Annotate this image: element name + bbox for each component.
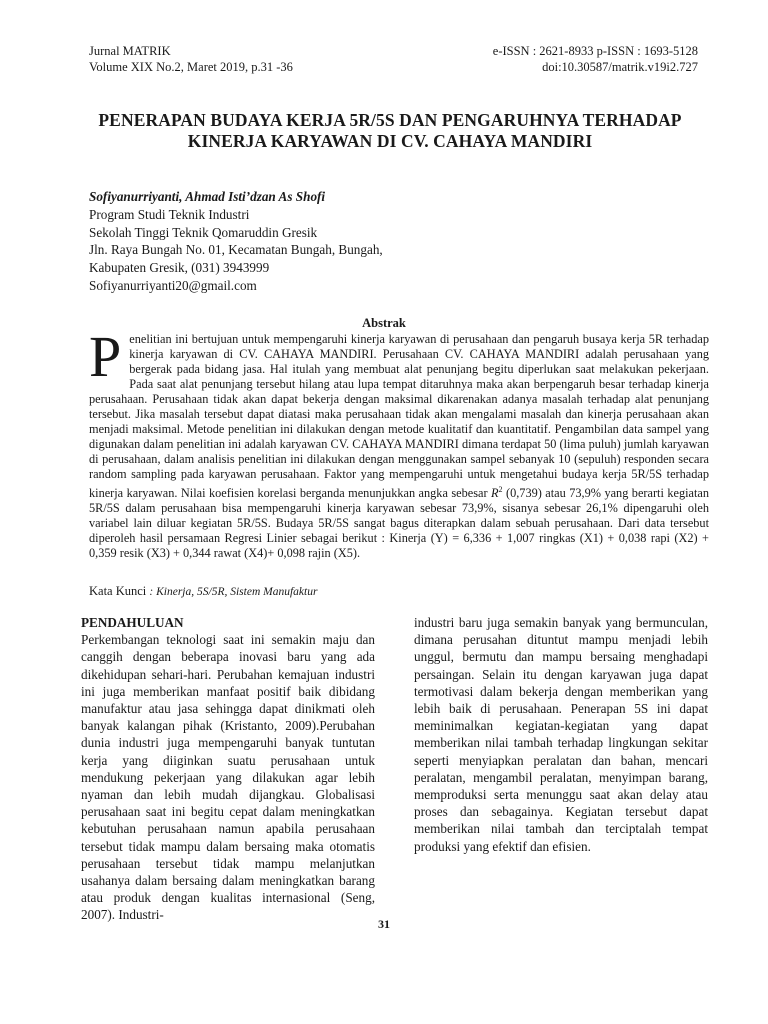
paper-title [70, 110, 710, 152]
abstract-heading: Abstrak [362, 316, 406, 330]
journal-name: Jurnal MATRIK [89, 44, 171, 58]
keywords-value: : Kinerja, 5S/5R, Sistem Manufaktur [149, 586, 318, 598]
paper-title-line2: KINERJA KARYAWAN DI CV. CAHAYA MANDIRI [187, 131, 593, 151]
r-squared-superscript: 2 [498, 485, 503, 494]
keywords-label: Kata Kunci [89, 584, 147, 598]
abstract-text-part1: enelitian ini bertujuan untuk mempengaruhi kinerja karyawan di perusahaan dan pengaruh busaya kerja 5R terhadap kinerja karyawan di CV. CAHAYA MANDIRI. Perusahaan CV. CAHAYA MANDIRI adalah perusahaan yang bergerak pada bidang jasa. Hal itulah yang membuat alat penunjang begitu diperlukan saat melakukan pekerjaan. Pada saat alat penunjang tersebut hilang atau lupa tempat ditaruhnya maka akan berpengaruh besar terhadap kinerja perusahaan. Perusahaan tidak akan dapat bekerja dengan maksimal dikarenakan adanya masalah terhadap alat penunjang tersebut. Jika masalah tersebut dapat diatasi maka perusahaan tidak akan mengalami masalah dan kinerja perusahaan akan menjadi maksimal. Metode penelitian ini dilakukan dengan metode kualitatif dan kuantitatif. Pengambilan data sampel yang digunakan dalam penelitian ini adalah karyawan CV. CAHAYA MANDIRI dimana terdapat 50 (lima puluh) jumlah karyawan di perusahaan, dalam analisis penelitian ini dilakukan dengan menggunakan sampel sebanyak 10 (sepuluh) responden secara random sampling pada karyawan perusahaan. Faktor yang mempengaruhi untuk mengetahui budaya kerja 5R/5S terhadap kinerja karyawan. Nilai koefisien korelasi berganda menunjukkan angka sebesar [89, 332, 709, 501]
intro-left-paragraph: Perkembangan teknologi saat ini semakin maju dan canggih dengan beberapa inovasi baru yang ada dikehidupan sehari-hari. Perubahan kemajuan industri ini juga memberikan manfaat positif baik dibidang manufaktur atau jasa sehingga dapat dinikmati oleh banyak kalangan pihak (Kristanto, 2009).Perubahan dunia industri juga mempengaruhi banyak tuntutan kerja yang diiginkan suatu perusahaan untuk mendukung pekerjaan yang dilakukan agar lebih nyaman dan lebih mudah dijangkau. Globalisasi perusahaan saat ini begitu cepat dalam meningkatkan kebutuhan perusahaan namun apabila perusahaan tersebut tidak mampu dalam bersaing maka otomatis perusahaan tersebut tidak mampu melanjutkan usahanya dalam bersaing dalam meningkatkan barang atau produk dengan kualitas internasional (Seng, 2007). Industri- [81, 632, 375, 923]
intro-right-column [414, 614, 708, 855]
intro-heading: PENDAHULUAN [81, 615, 184, 630]
author-block [89, 188, 509, 295]
paper-title-line1: PENERAPAN BUDAYA KERJA 5R/5S DAN PENGARUHNYA TERHADAP [98, 110, 682, 130]
author-address-street: Jln. Raya Bungah No. 01, Kecamatan Bungah, Bungah, [89, 242, 383, 258]
author-affiliation-school: Sekolah Tinggi Teknik Qomaruddin Gresik [89, 224, 318, 240]
author-affiliation-program: Program Studi Teknik Industri [89, 206, 250, 222]
intro-left-column [81, 614, 375, 924]
intro-right-paragraph: industri baru juga semakin banyak yang bermunculan, dimana perusahan dituntut mampu menjadi lebih unggul, bermutu dan mampu bersaing menghadapi persaingan. Selain itu dengan karyawan juga dapat termotivasi dalam bekerja dengan memberikan yang lebih baik di perusahaan. Penerapan 5S ini dapat meminimalkan kegiatan-kegiatan yang dapat memberikan nilai tambah terhadap lingkungan sekitar seperti menyiapkan peralatan dan bahan, mencari peralatan, mengambil peralatan, menyimpan barang, memproduksi serta menunggu saat akan delay atau proses dan sebagainya. Kegiatan tersebut dapat memberikan nilai tambah dan terciptalah tempat produksi yang efektif dan efisien. [414, 615, 708, 854]
journal-header-right [493, 43, 698, 75]
abstract-text-part2: (0,739) atau 73,9% yang berarti kegiatan 5R/5S dalam perusahaan bisa mempengaruhi kinerja karyawan sebesar 73,9%, sisanya sebesar 26,1% dipengaruhi oleh variabel lain diluar kegiatan 5R/5S. Budaya 5R/5S sangat bagus diterapkan dalam sebuah perusahaan. Dari data tersebut diperoleh hasil persamaan Regresi Linier sebagai berikut : Kinerja (Y) = 6,336 + 1,007 ringkas (X1) + 0,038 rapi (X2) + 0,359 resik (X3) + 0,344 rawat (X4)+ 0,098 rajin (X5). [89, 486, 709, 561]
author-names: Sofiyanurriyanti, Ahmad Isti’dzan As Shofi [89, 189, 326, 204]
journal-volume: Volume XIX No.2, Maret 2019, p.31 -36 [89, 60, 293, 74]
journal-doi: doi:10.30587/matrik.v19i2.727 [542, 60, 698, 74]
author-address-city: Kabupaten Gresik, (031) 3943999 [89, 260, 270, 276]
page-number: 31 [378, 917, 390, 931]
r-squared-symbol: R [491, 486, 499, 501]
author-email: Sofiyanurriyanti20@gmail.com [89, 277, 257, 293]
abstract-dropcap: P [89, 324, 122, 389]
keywords-line [89, 584, 317, 599]
journal-issn: e-ISSN : 2621-8933 p-ISSN : 1693-5128 [492, 44, 698, 58]
journal-header-left [89, 43, 293, 75]
abstract-body [89, 324, 709, 561]
